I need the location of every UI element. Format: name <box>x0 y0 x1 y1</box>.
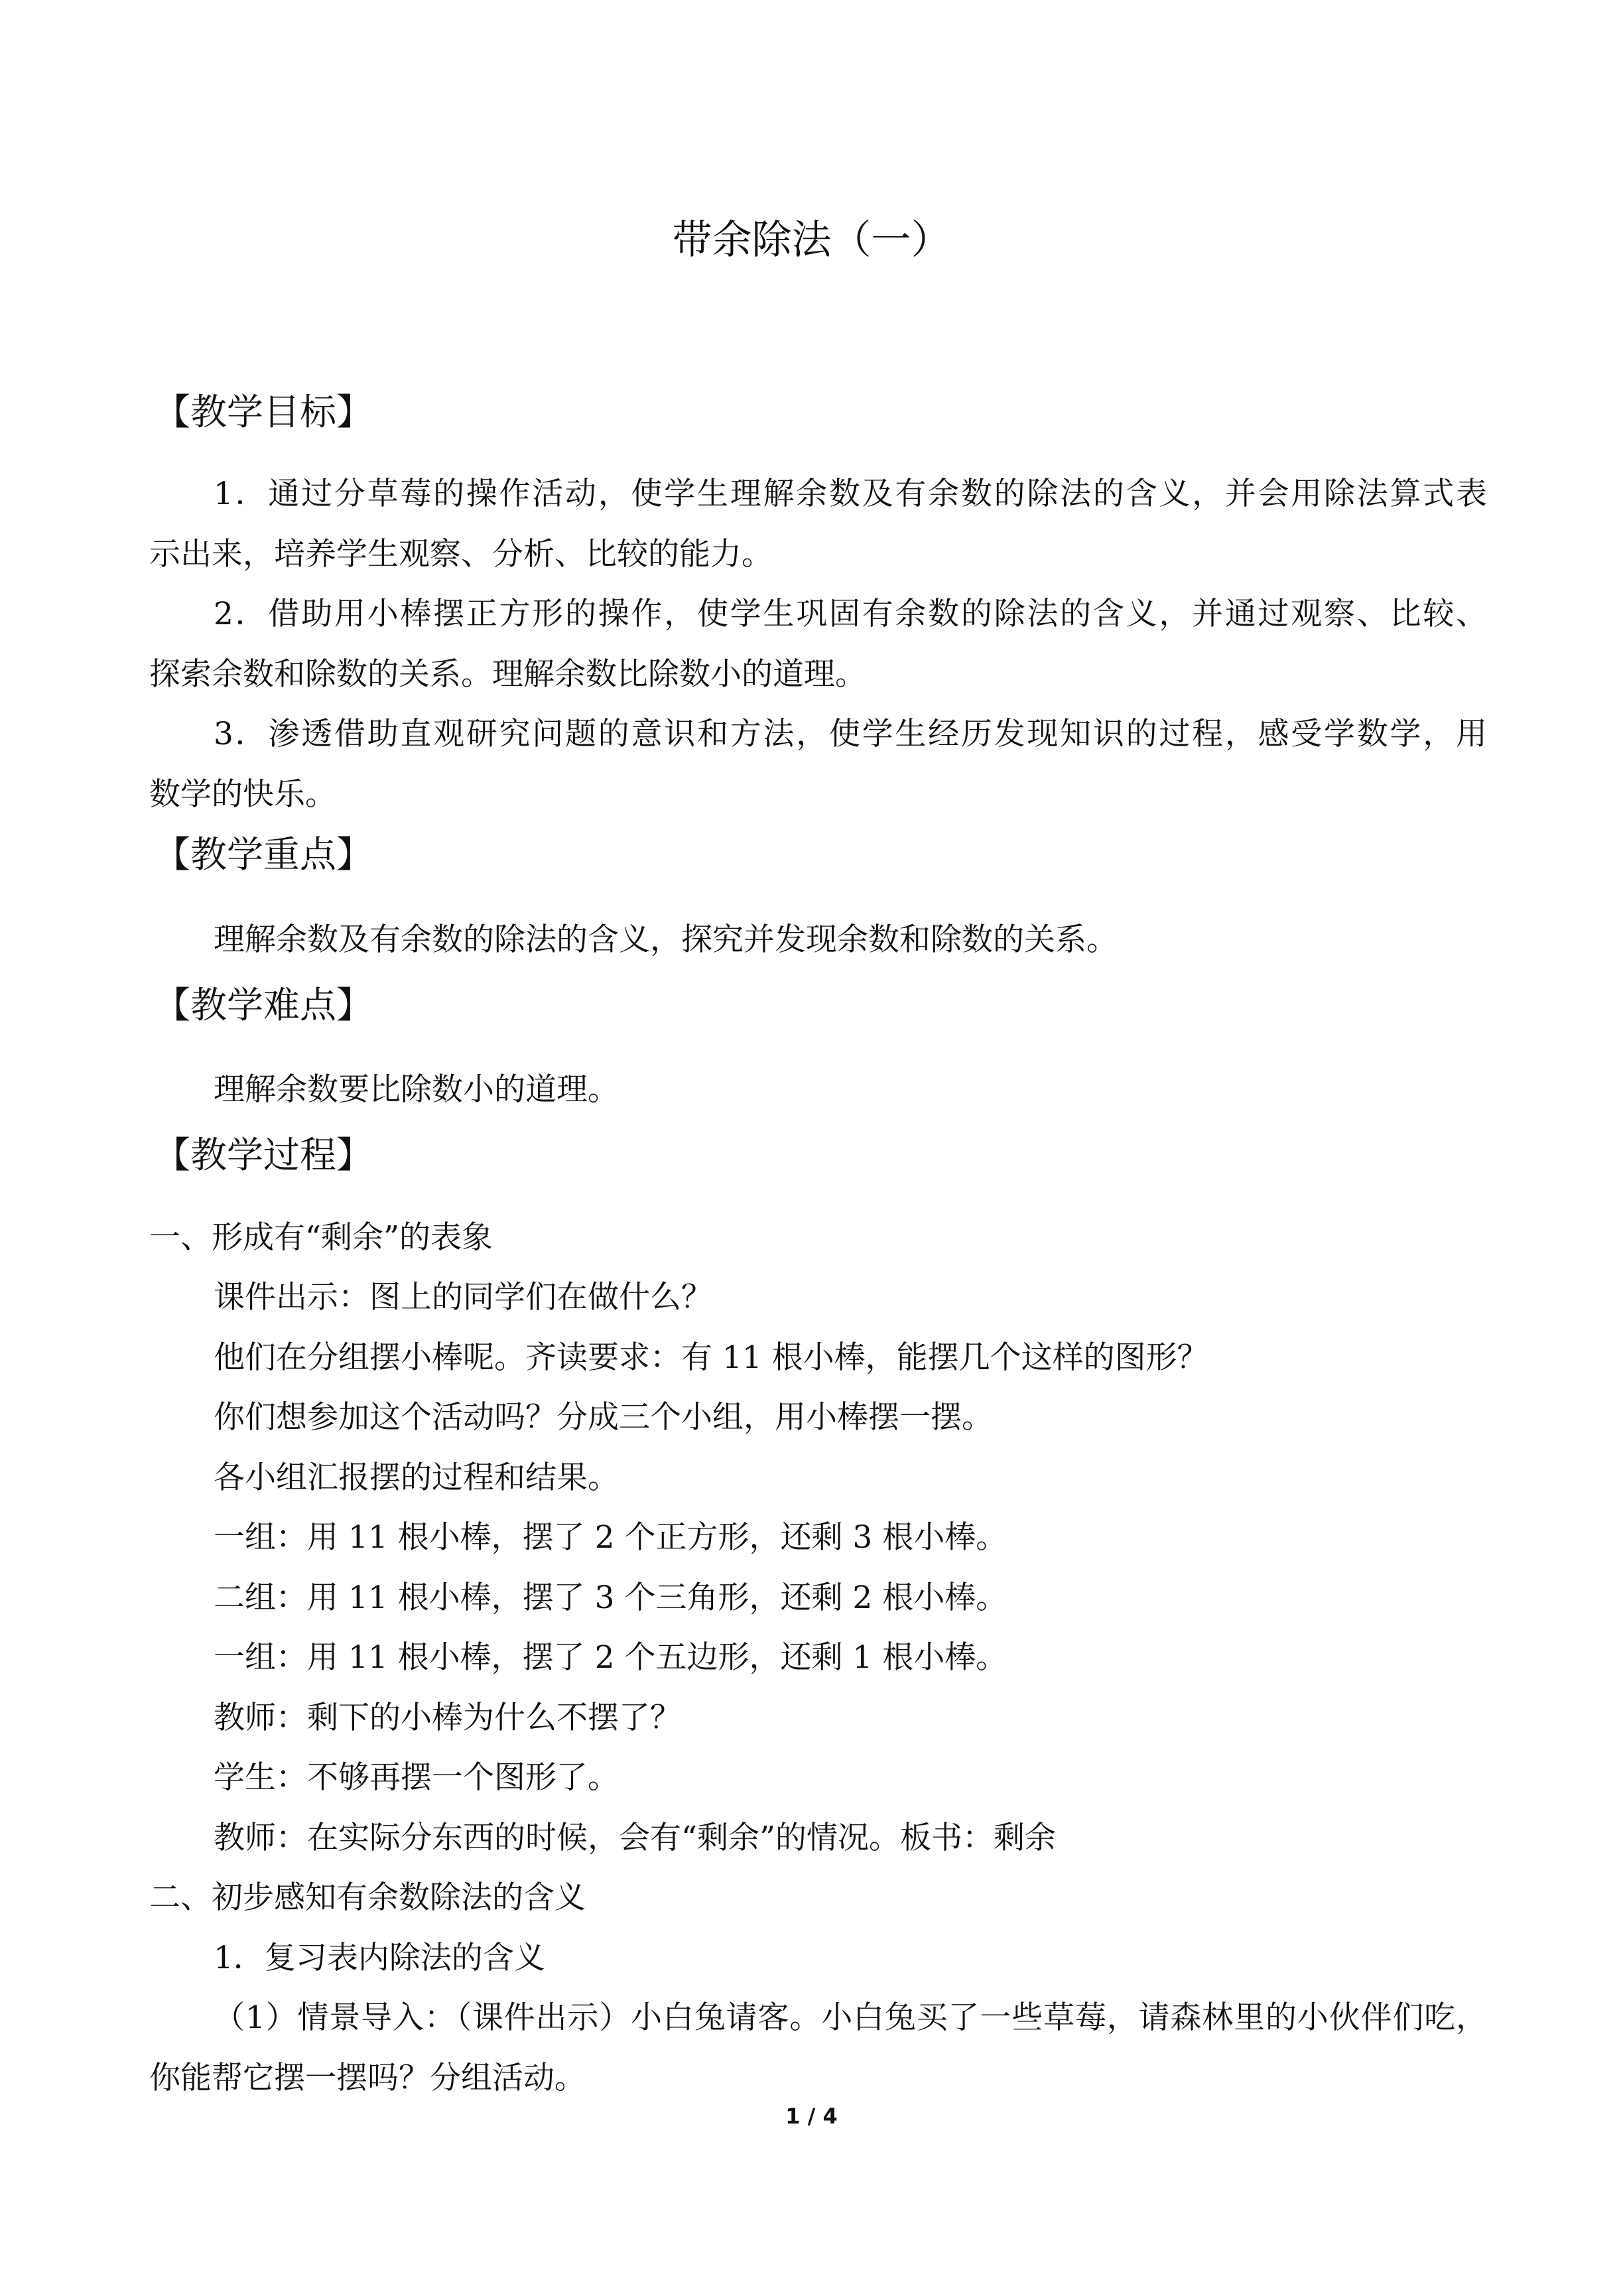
objective-1-line-1: 1．通过分草莓的操作活动，使学生理解余数及有余数的除法的含义，并会用除法算式表 <box>214 476 1487 512</box>
part-1-line: 课件出示：图上的同学们在做什么？ <box>214 1279 712 1316</box>
part-1-line: 你们想参加这个活动吗？分成三个小组，用小棒摆一摆。 <box>214 1399 993 1436</box>
objective-3-line-1: 3．渗透借助直观研究问题的意识和方法，使学生经历发现知识的过程，感受学数学，用 <box>214 716 1487 752</box>
objectives-heading: 【教学目标】 <box>154 391 373 433</box>
page-number: 1 / 4 <box>785 2104 838 2129</box>
part-2-paragraph-line-1: （1）情景导入：（课件出示）小白兔请客。小白兔买了一些草莓，请森林里的小伙伴们吃， <box>214 1999 1487 2036</box>
part-1-line: 各小组汇报摆的过程和结果。 <box>214 1459 619 1496</box>
part-1-line: 教师：在实际分东西的时候，会有“剩余”的情况。板书：剩余 <box>214 1820 1057 1856</box>
key-points-text: 理解余数及有余数的除法的含义，探究并发现余数和除数的关系。 <box>214 921 1118 958</box>
part-1-line: 一组：用 11 根小棒，摆了 2 个正方形，还剩 3 根小棒。 <box>214 1519 1007 1556</box>
page-title: 带余除法（一） <box>672 217 951 263</box>
part-2-subheading: 1．复习表内除法的含义 <box>214 1940 545 1976</box>
process-heading: 【教学过程】 <box>154 1134 373 1176</box>
part-1-heading: 一、形成有“剩余”的表象 <box>149 1219 493 1256</box>
key-points-heading: 【教学重点】 <box>154 833 373 876</box>
objective-1-line-2: 示出来，培养学生观察、分析、比较的能力。 <box>149 536 773 573</box>
part-1-line: 一组：用 11 根小棒，摆了 2 个五边形，还剩 1 根小棒。 <box>214 1639 1007 1676</box>
part-1-line: 教师：剩下的小棒为什么不摆了？ <box>214 1700 681 1736</box>
objective-2-line-1: 2．借助用小棒摆正方形的操作，使学生巩固有余数的除法的含义，并通过观察、比较、 <box>214 596 1487 632</box>
difficulties-text: 理解余数要比除数小的道理。 <box>214 1071 619 1108</box>
part-2-heading: 二、初步感知有余数除法的含义 <box>149 1879 586 1916</box>
part-2-paragraph-line-2: 你能帮它摆一摆吗？分组活动。 <box>149 2060 586 2096</box>
part-1-line: 学生：不够再摆一个图形了。 <box>214 1759 619 1796</box>
objective-3-line-2: 数学的快乐。 <box>149 776 336 813</box>
objective-2-line-2: 探索余数和除数的关系。理解余数比除数小的道理。 <box>149 656 866 693</box>
part-1-line: 二组：用 11 根小棒，摆了 3 个三角形，还剩 2 根小棒。 <box>214 1580 1007 1616</box>
difficulties-heading: 【教学难点】 <box>154 984 373 1026</box>
part-1-line: 他们在分组摆小棒呢。齐读要求：有 11 根小棒，能摆几个这样的图形？ <box>214 1339 1208 1376</box>
